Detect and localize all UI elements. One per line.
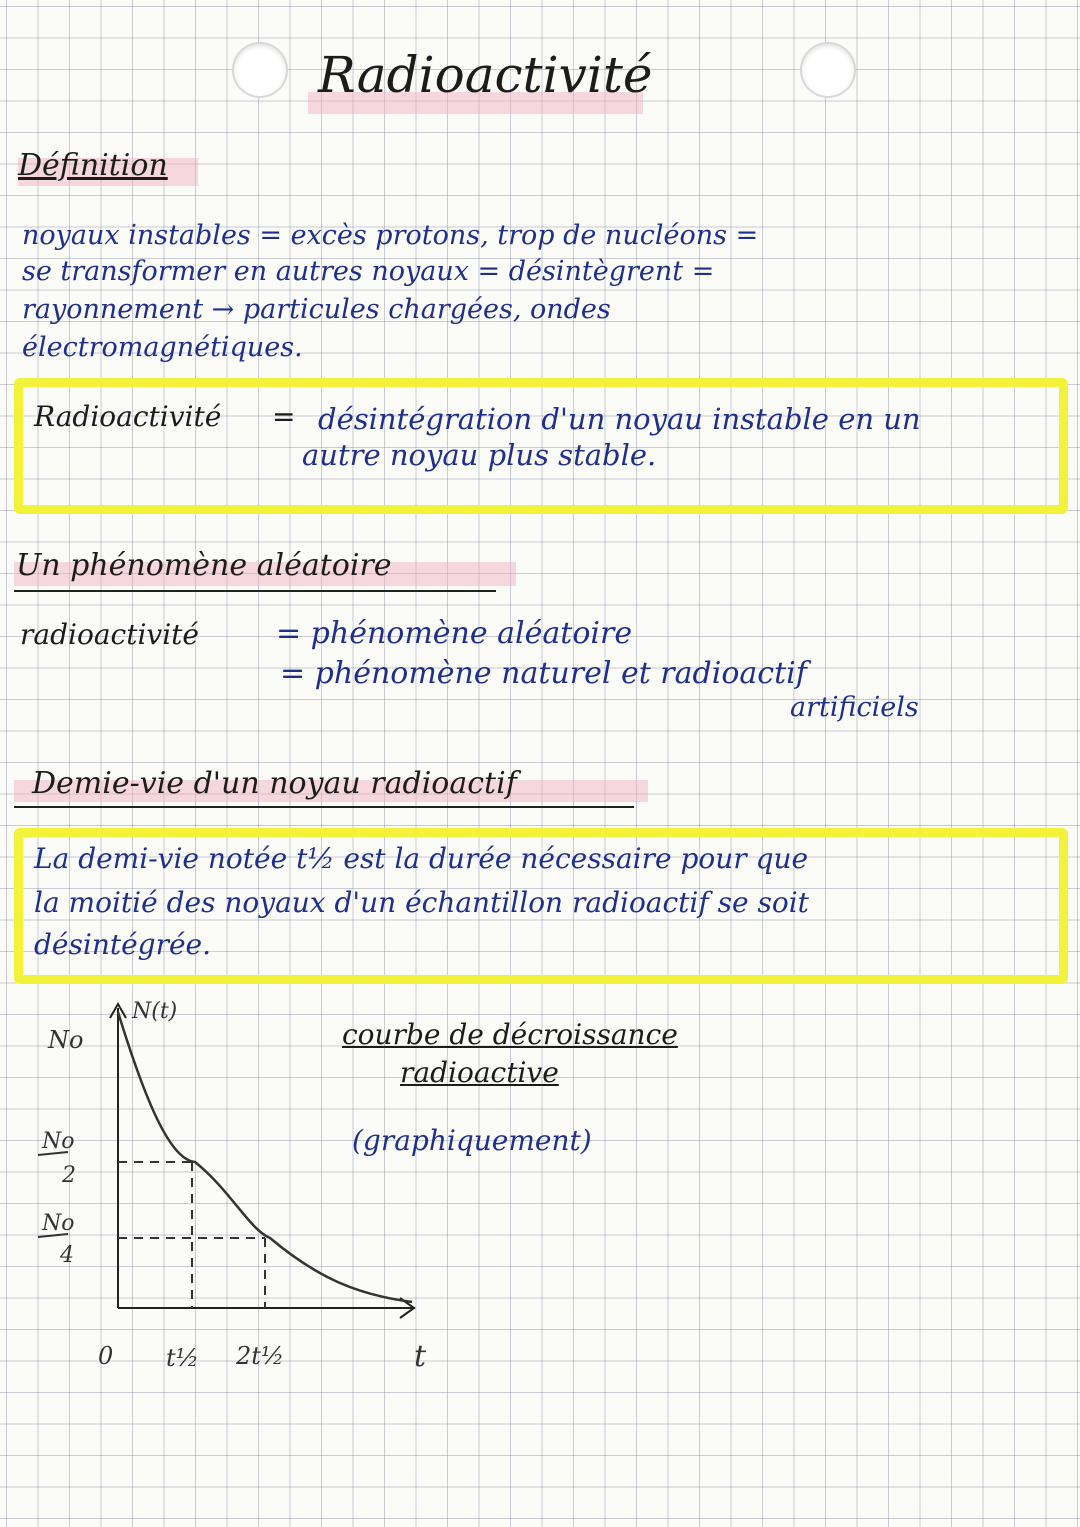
page-title: Radioactivité: [318, 46, 653, 104]
n0-quarter-numerator: No: [42, 1211, 75, 1236]
binder-hole-left: [232, 42, 288, 98]
origin-label: 0: [98, 1342, 114, 1370]
n0-quarter-denominator: 4: [60, 1243, 74, 1268]
n0-half-numerator: No: [42, 1129, 75, 1154]
random-heading: Un phénomène aléatoire: [16, 548, 392, 583]
two-t-half-label: 2t½: [236, 1342, 285, 1370]
random-term: radioactivité: [20, 618, 199, 651]
n0-half-denominator: 2: [62, 1163, 76, 1188]
n0-label: No: [48, 1026, 84, 1054]
halflife-line-3: désintégrée.: [34, 928, 212, 961]
random-heading-underline: [14, 590, 496, 592]
random-line-2: = phénomène naturel et radioactif: [280, 656, 807, 691]
random-line-3: artificiels: [790, 692, 919, 723]
definition-line-4: électromagnétiques.: [22, 332, 303, 363]
graph-caption-line-3: (graphiquement): [352, 1124, 592, 1157]
radioactivity-equals: =: [272, 400, 296, 433]
halflife-line-2: la moitié des noyaux d'un échantillon radioactif se soit: [34, 886, 809, 919]
y-axis-label: N(t): [132, 999, 178, 1024]
radioactivity-term: Radioactivité: [34, 400, 222, 433]
definition-line-2: se transformer en autres noyaux = désintègrent =: [22, 256, 715, 287]
halflife-heading: Demie-vie d'un noyau radioactif: [32, 766, 517, 801]
halflife-heading-underline: [14, 806, 634, 808]
definition-heading: Définition: [18, 148, 168, 183]
decay-curve-graph: [20, 990, 460, 1400]
graph-caption-line-1: courbe de décroissance: [342, 1018, 678, 1051]
definition-line-1: noyaux instables = excès protons, trop de nucléons =: [22, 220, 759, 251]
x-axis-label: t: [414, 1339, 427, 1374]
radioactivity-def-line-2: autre noyau plus stable.: [302, 438, 657, 472]
radioactivity-def-line-1: désintégration d'un noyau instable en un: [318, 402, 921, 436]
binder-hole-right: [800, 42, 856, 98]
t-half-label: t½: [166, 1344, 199, 1372]
halflife-line-1: La demi-vie notée t½ est la durée nécessaire pour que: [34, 842, 809, 875]
random-line-1: = phénomène aléatoire: [276, 616, 633, 651]
graph-caption-line-2: radioactive: [400, 1056, 559, 1089]
definition-line-3: rayonnement → particules chargées, ondes: [22, 294, 611, 325]
